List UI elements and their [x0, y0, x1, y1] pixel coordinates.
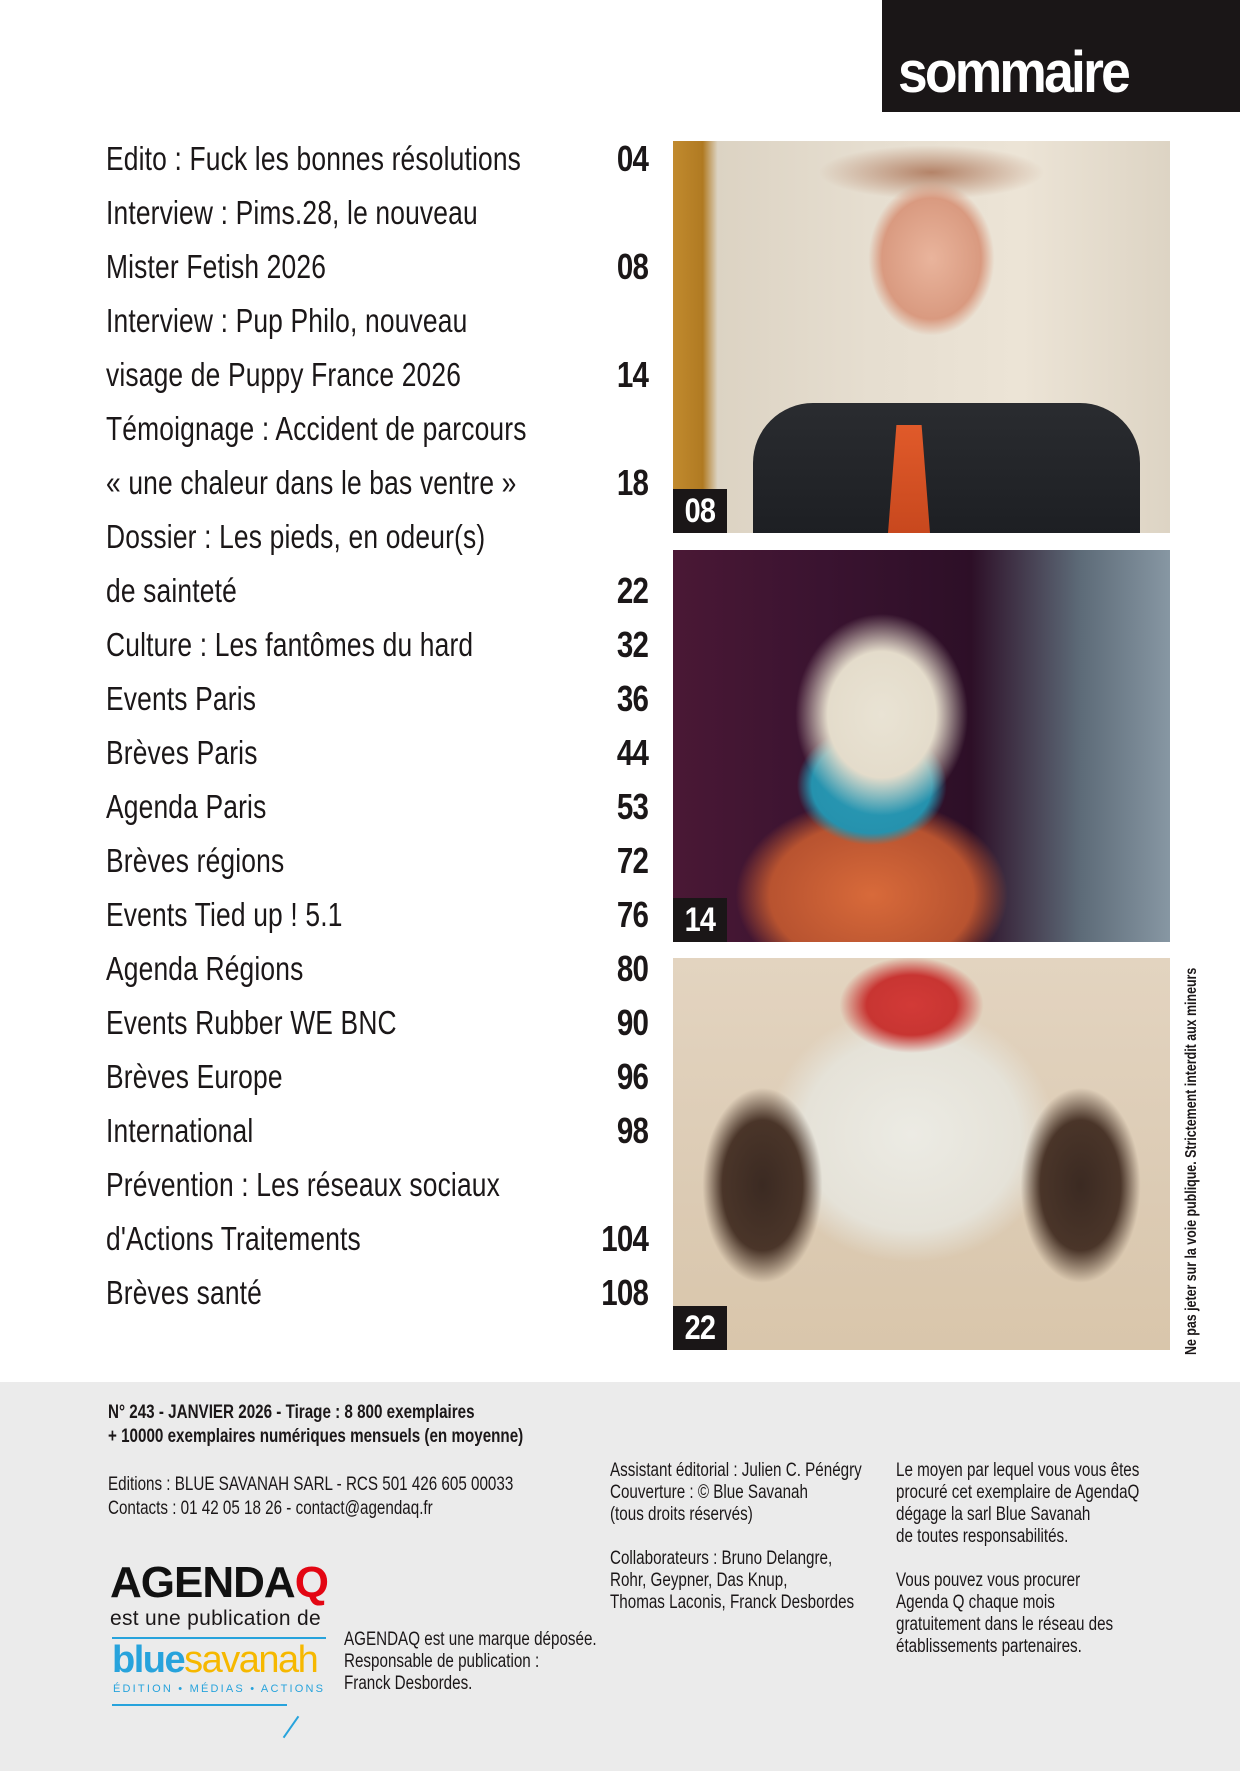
photo-portrait [673, 141, 1170, 533]
toc-entry [106, 672, 648, 726]
photo-page-label: 22 [673, 1306, 727, 1350]
toc-page-number: 80 [616, 948, 648, 989]
footer-imprint [0, 1382, 1240, 1771]
toc-page-number: 108 [601, 1272, 648, 1313]
disclaimer-line: Le moyen par lequel vous vous êtes [896, 1460, 1140, 1481]
toc-entry [106, 1050, 648, 1104]
disclaimer-line: établissements partenaires. [896, 1636, 1082, 1657]
toc-entry-title: Mister Fetish 2026 [106, 248, 327, 285]
legal-side-note: Ne pas jeter sur la voie publique. Strictement interdit aux mineurs [1183, 967, 1200, 1355]
toc-entry-title: Edito : Fuck les bonnes résolutions [106, 140, 522, 177]
toc-page-number: 96 [616, 1056, 648, 1097]
toc-entry [106, 1104, 648, 1158]
logo-divider [112, 1704, 287, 1706]
toc-page-number: 72 [616, 840, 648, 881]
credits-line: (tous droits réservés) [610, 1504, 753, 1525]
disclaimer-line: de toutes responsabilités. [896, 1526, 1069, 1547]
agendaq-logo: AGENDAQ [110, 1558, 328, 1607]
disclaimer-line: Vous pouvez vous procurer [896, 1570, 1081, 1591]
toc-entry-title: d'Actions Traitements [106, 1220, 361, 1257]
table-of-contents [106, 132, 648, 1320]
toc-page-number: 104 [601, 1218, 648, 1259]
toc-entry-title: « une chaleur dans le bas ventre » [106, 464, 517, 501]
toc-entry-title: Brèves santé [106, 1274, 263, 1311]
toc-page-number: 14 [616, 354, 648, 395]
legal-line: Responsable de publication : [344, 1651, 540, 1672]
toc-entry [106, 834, 648, 888]
toc-entry-title: Culture : Les fantômes du hard [106, 626, 474, 663]
toc-entry [106, 456, 648, 510]
disclaimer-line: gratuitement dans le réseau des [896, 1614, 1114, 1635]
toc-entry-title: Brèves régions [106, 842, 285, 879]
toc-entry [106, 1158, 648, 1212]
toc-page-number: 44 [616, 732, 648, 773]
toc-entry [106, 402, 648, 456]
toc-entry [106, 618, 648, 672]
toc-entry [106, 294, 648, 348]
toc-entry-title: Dossier : Les pieds, en odeur(s) [106, 518, 486, 555]
legal-line: Franck Desbordes. [344, 1673, 473, 1694]
toc-page-number: 98 [616, 1110, 648, 1151]
toc-page-number: 76 [616, 894, 648, 935]
bluesavanah-tagline: ÉDITION • MÉDIAS • ACTIONS [113, 1683, 326, 1695]
photo-shirt-shape [753, 403, 1140, 533]
toc-entry [106, 996, 648, 1050]
credits-line: Thomas Laconis, Franck Desbordes [610, 1592, 855, 1613]
publisher-caption: est une publication de [110, 1607, 321, 1630]
disclaimer-line: Agenda Q chaque mois [896, 1592, 1055, 1613]
toc-entry-title: de sainteté [106, 572, 237, 609]
toc-entry-title: Events Tied up ! 5.1 [106, 896, 343, 933]
toc-entry [106, 888, 648, 942]
speech-tick-icon [283, 1716, 300, 1738]
toc-entry [106, 726, 648, 780]
toc-entry [106, 510, 648, 564]
credits-line: Collaborateurs : Bruno Delangre, [610, 1548, 833, 1569]
credits-line: Couverture : © Blue Savanah [610, 1482, 808, 1503]
header-banner [882, 0, 1240, 112]
toc-page-number: 32 [616, 624, 648, 665]
toc-entry-title: Events Rubber WE BNC [106, 1004, 397, 1041]
legal-line: AGENDAQ est une marque déposée. [344, 1629, 597, 1650]
toc-entry-title: Agenda Régions [106, 950, 304, 987]
toc-page-number: 53 [616, 786, 648, 827]
photo-page-label: 08 [673, 489, 727, 533]
photo-page-label: 14 [673, 898, 727, 942]
toc-entry-title: Prévention : Les réseaux sociaux [106, 1166, 501, 1203]
photo-feet [673, 958, 1170, 1350]
toc-entry [106, 780, 648, 834]
toc-entry-title: Brèves Europe [106, 1058, 283, 1095]
toc-page-number: 22 [616, 570, 648, 611]
toc-entry-title: Interview : Pup Philo, nouveau [106, 302, 468, 339]
toc-entry-title: International [106, 1112, 254, 1149]
toc-entry-title: Témoignage : Accident de parcours [106, 410, 527, 447]
toc-entry [106, 240, 648, 294]
disclaimer-line: dégage la sarl Blue Savanah [896, 1504, 1091, 1525]
disclaimer-line: procuré cet exemplaire de AgendaQ [896, 1482, 1140, 1503]
toc-page-number: 90 [616, 1002, 648, 1043]
toc-entry-title: Agenda Paris [106, 788, 267, 825]
toc-entry [106, 186, 648, 240]
credits-line: Assistant éditorial : Julien C. Pénégry [610, 1460, 862, 1481]
toc-entry [106, 1212, 648, 1266]
credits-line: Rohr, Geypner, Das Knup, [610, 1570, 788, 1591]
toc-entry-title: Brèves Paris [106, 734, 258, 771]
editions-info: Editions : BLUE SAVANAH SARL - RCS 501 426 605 00033 [108, 1474, 514, 1495]
contacts-info: Contacts : 01 42 05 18 26 - contact@agendaq.fr [108, 1498, 433, 1519]
toc-entry [106, 564, 648, 618]
photo-pup-mask [673, 550, 1170, 942]
toc-entry [106, 1266, 648, 1320]
toc-entry-title: visage de Puppy France 2026 [106, 356, 462, 393]
digital-copies-info: + 10000 exemplaires numériques mensuels (en moyenne) [108, 1426, 524, 1447]
toc-entry-title: Events Paris [106, 680, 257, 717]
toc-page-number: 08 [616, 246, 648, 287]
toc-entry [106, 132, 648, 186]
toc-page-number: 18 [616, 462, 648, 503]
toc-entry-title: Interview : Pims.28, le nouveau [106, 194, 478, 231]
toc-page-number: 04 [616, 138, 648, 179]
toc-entry [106, 942, 648, 996]
toc-entry [106, 348, 648, 402]
issue-info: N° 243 - JANVIER 2026 - Tirage : 8 800 exemplaires [108, 1402, 475, 1423]
bluesavanah-logo: bluesavanah [112, 1639, 318, 1681]
toc-page-number: 36 [616, 678, 648, 719]
page-title: sommaire [898, 40, 1129, 105]
